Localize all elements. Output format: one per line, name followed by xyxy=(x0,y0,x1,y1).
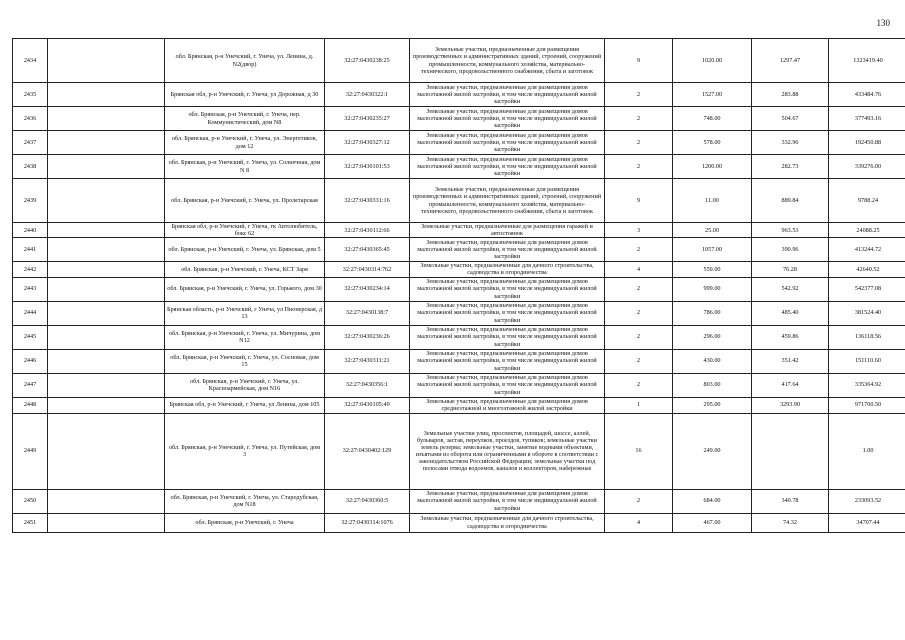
area-cell: 295.00 xyxy=(673,397,752,413)
unit-price-cell: 1297.47 xyxy=(752,39,829,83)
area-cell: 296.00 xyxy=(673,325,752,349)
table-row xyxy=(13,277,905,301)
cadastral-value-cell: 34707.44 xyxy=(829,513,905,532)
row-number-cell: 2439 xyxy=(13,179,48,223)
table-row xyxy=(13,413,905,489)
category-code-cell: 2 xyxy=(605,83,673,107)
table-row xyxy=(13,155,905,179)
category-code-cell: 2 xyxy=(605,155,673,179)
category-code-cell: 3 xyxy=(605,223,673,238)
area-cell: 430.00 xyxy=(673,349,752,373)
cadastral-number-cell: 32:27:0430360:5 xyxy=(325,489,410,513)
table-row xyxy=(13,39,905,83)
unit-price-cell: 283.88 xyxy=(752,83,829,107)
cadastral-value-cell: 151110.60 xyxy=(829,349,905,373)
row-number-cell: 2446 xyxy=(13,349,48,373)
unit-price-cell: 963.53 xyxy=(752,223,829,238)
cadastral-value-cell: 136118.56 xyxy=(829,325,905,349)
cadastral-number-cell: 32:27:0430327:12 xyxy=(325,131,410,155)
blank-cell xyxy=(48,107,165,131)
address-cell: обл. Брянская, р-н Унечский, г. Унеча, ул. Ленина, д. N2(двор) xyxy=(165,39,325,83)
cadastral-value-cell: 42640.52 xyxy=(829,262,905,277)
table-row xyxy=(13,107,905,131)
land-use-cell: Земельные участки улиц, проспектов, площадей, шоссе, аллей, бульваров, застав, переулков, проездов, тупиков; земельные участки земель резерва; земельные участки, занятые водными объектами, изъятыми из оборота или ограниченными в обороте в соответствии с законодательством Российской Федерации; земельные участки под полосами отвода водоемов, каналов и коллекторов, набережные xyxy=(410,413,605,489)
blank-cell xyxy=(48,131,165,155)
cadastral-value-cell: 24088.25 xyxy=(829,223,905,238)
address-cell: обл. Брянская, р-н Унечский, г. Унеча, ул. Стародубская, дом N18 xyxy=(165,489,325,513)
cadastral-number-cell: 32:27:0430138:7 xyxy=(325,301,410,325)
row-number-cell: 2445 xyxy=(13,325,48,349)
cadastral-number-cell: 32:27:0430311:21 xyxy=(325,349,410,373)
table-row xyxy=(13,349,905,373)
cadastral-number-cell: 32:27:0430314:762 xyxy=(325,262,410,277)
unit-price-cell: 542.92 xyxy=(752,277,829,301)
category-code-cell: 16 xyxy=(605,413,673,489)
area-cell: 25.00 xyxy=(673,223,752,238)
cadastral-number-cell: 32:27:0430236:26 xyxy=(325,325,410,349)
area-cell: 999.00 xyxy=(673,277,752,301)
category-code-cell: 2 xyxy=(605,489,673,513)
row-number-cell: 2438 xyxy=(13,155,48,179)
address-cell: обл. Брянская, р-н Унечский, г. Унеча, ул. Солнечная, дом N 8 xyxy=(165,155,325,179)
land-registry-table xyxy=(12,38,905,533)
unit-price-cell: 417.64 xyxy=(752,373,829,397)
unit-price-cell: 390.96 xyxy=(752,238,829,262)
cadastral-value-cell: 433484.76 xyxy=(829,83,905,107)
address-cell: обл. Брянская, р-н Унечский, г. Унеча, ул. Энергетиков, дом 12 xyxy=(165,131,325,155)
land-use-cell: Земельные участки, предназначенные для размещения домов малоэтажной жилой застройки, в том числе индивидуальной жилой застройки xyxy=(410,155,605,179)
address-cell: обл. Брянская, р-н Унечский, г. Унеча, ул. Красноармейская, дом N16 xyxy=(165,373,325,397)
cadastral-value-cell: 377493.16 xyxy=(829,107,905,131)
address-cell: обл. Брянская, р-н Унечский, г. Унеча, ул. Путейская, дом 3 xyxy=(165,413,325,489)
address-cell: обл. Брянская, р-н Унечский, г. Унеча, ул. Пролетарская xyxy=(165,179,325,223)
area-cell: 1527.00 xyxy=(673,83,752,107)
blank-cell xyxy=(48,223,165,238)
table-row xyxy=(13,397,905,413)
area-cell: 467.00 xyxy=(673,513,752,532)
blank-cell xyxy=(48,413,165,489)
row-number-cell: 2442 xyxy=(13,262,48,277)
address-cell: Брянская обл, р-н Унечский, г Унеча, ул Ленина, дом 105 xyxy=(165,397,325,413)
category-code-cell: 2 xyxy=(605,131,673,155)
category-code-cell: 2 xyxy=(605,373,673,397)
address-cell: Брянская обл, р-н Унечский, г. Унеча, ул Дорожная, д 30 xyxy=(165,83,325,107)
row-number-cell: 2443 xyxy=(13,277,48,301)
address-cell: обл. Брянская, р-н Унечский, г. Унеча xyxy=(165,513,325,532)
category-code-cell: 4 xyxy=(605,513,673,532)
cadastral-value-cell: 233093.52 xyxy=(829,489,905,513)
land-use-cell: Земельные участки, предназначенные для размещения гаражей и автостоянок xyxy=(410,223,605,238)
page-number: 130 xyxy=(876,18,890,28)
table-row xyxy=(13,513,905,532)
cadastral-number-cell: 32:27:0430112:66 xyxy=(325,223,410,238)
blank-cell xyxy=(48,277,165,301)
address-cell: обл. Брянская, р-н Унечский, г. Унеча, ул. Мичурина, дом N12 xyxy=(165,325,325,349)
land-use-cell: Земельные участки, предназначенные для дачного строительства, садоводства и огородничества xyxy=(410,513,605,532)
table-row xyxy=(13,489,905,513)
address-cell: обл. Брянская, р-н Унечский, г. Унеча, ул. Сосновая, дом 15 xyxy=(165,349,325,373)
land-use-cell: Земельные участки, предназначенные для размещения домов малоэтажной жилой застройки, в том числе индивидуальной жилой застройки xyxy=(410,83,605,107)
cadastral-value-cell: 1323419.40 xyxy=(829,39,905,83)
unit-price-cell: 459.86 xyxy=(752,325,829,349)
table-row xyxy=(13,262,905,277)
unit-price-cell: 889.84 xyxy=(752,179,829,223)
cadastral-value-cell: 339276.00 xyxy=(829,155,905,179)
cadastral-number-cell: 32:27:0430234:14 xyxy=(325,277,410,301)
area-cell: 1200.00 xyxy=(673,155,752,179)
area-cell: 249.00 xyxy=(673,413,752,489)
cadastral-value-cell: 192450.88 xyxy=(829,131,905,155)
category-code-cell: 2 xyxy=(605,238,673,262)
land-use-cell: Земельные участки, предназначенные для размещения домов малоэтажной жилой застройки, в том числе индивидуальной жилой застройки xyxy=(410,131,605,155)
address-cell: обл. Брянская, р-н Унечский, г. Унеча, ул. Брянская, дом 5 xyxy=(165,238,325,262)
land-use-cell: Земельные участки, предназначенные для размещения домов малоэтажной жилой застройки, в том числе индивидуальной жилой застройки xyxy=(410,238,605,262)
table-row xyxy=(13,325,905,349)
address-cell: Брянская обл, р-н Унечский, г Унеча, гк Автолюбитель, бокс 62 xyxy=(165,223,325,238)
row-number-cell: 2449 xyxy=(13,413,48,489)
category-code-cell: 4 xyxy=(605,262,673,277)
area-cell: 1020.00 xyxy=(673,39,752,83)
address-cell: Брянская область, р-н Унечский, г Унеча, ул Пионерская, д 13 xyxy=(165,301,325,325)
cadastral-value-cell: 335364.92 xyxy=(829,373,905,397)
blank-cell xyxy=(48,325,165,349)
unit-price-cell: 340.78 xyxy=(752,489,829,513)
blank-cell xyxy=(48,397,165,413)
blank-cell xyxy=(48,489,165,513)
category-code-cell: 2 xyxy=(605,277,673,301)
blank-cell xyxy=(48,238,165,262)
cadastral-number-cell: 32:27:0430314:1076 xyxy=(325,513,410,532)
land-use-cell: Земельные участки, предназначенные для размещения домов малоэтажной жилой застройки, в том числе индивидуальной жилой застройки xyxy=(410,373,605,397)
area-cell: 803.00 xyxy=(673,373,752,397)
cadastral-number-cell: 32:27:0430238:25 xyxy=(325,39,410,83)
cadastral-number-cell: 32:27:0430235:27 xyxy=(325,107,410,131)
blank-cell xyxy=(48,179,165,223)
address-cell: обл. Брянская, р-н Унечский, г. Унеча, ул. Горького, дом 30 xyxy=(165,277,325,301)
blank-cell xyxy=(48,155,165,179)
area-cell: 748.00 xyxy=(673,107,752,131)
blank-cell xyxy=(48,39,165,83)
row-number-cell: 2444 xyxy=(13,301,48,325)
table-row xyxy=(13,83,905,107)
table-row xyxy=(13,238,905,262)
land-use-cell: Земельные участки, предназначенные для размещения домов малоэтажной жилой застройки, в том числе индивидуальной жилой застройки xyxy=(410,489,605,513)
table-body xyxy=(13,39,905,533)
unit-price-cell: 74.32 xyxy=(752,513,829,532)
cadastral-number-cell: 32:27:0430356:1 xyxy=(325,373,410,397)
category-code-cell: 1 xyxy=(605,397,673,413)
land-use-cell: Земельные участки, предназначенные для размещения домов малоэтажной жилой застройки, в том числе индивидуальной жилой застройки xyxy=(410,107,605,131)
cadastral-number-cell: 32:27:0430101:53 xyxy=(325,155,410,179)
category-code-cell: 2 xyxy=(605,349,673,373)
unit-price-cell: 282.73 xyxy=(752,155,829,179)
blank-cell xyxy=(48,349,165,373)
row-number-cell: 2450 xyxy=(13,489,48,513)
cadastral-number-cell: 32:27:0430331:16 xyxy=(325,179,410,223)
blank-cell xyxy=(48,262,165,277)
table-row xyxy=(13,223,905,238)
blank-cell xyxy=(48,83,165,107)
area-cell: 786.00 xyxy=(673,301,752,325)
table-row xyxy=(13,131,905,155)
blank-cell xyxy=(48,373,165,397)
blank-cell xyxy=(48,301,165,325)
table-row xyxy=(13,373,905,397)
land-use-cell: Земельные участки, предназначенные для размещения производственных и административных зданий, строений, сооружений промышленности, коммунального хозяйства, материально-технического, продовольственного снабжения, сбыта и заготовок xyxy=(410,39,605,83)
unit-price-cell xyxy=(752,413,829,489)
land-use-cell: Земельные участки, предназначенные для размещения домов малоэтажной жилой застройки, в том числе индивидуальной жилой застройки xyxy=(410,349,605,373)
cadastral-number-cell: 32:27:0430365:45 xyxy=(325,238,410,262)
land-use-cell: Земельные участки, предназначенные для дачного строительства, садоводства и огородничества xyxy=(410,262,605,277)
cadastral-number-cell: 32:27:0430105:49 xyxy=(325,397,410,413)
row-number-cell: 2437 xyxy=(13,131,48,155)
area-cell: 684.00 xyxy=(673,489,752,513)
unit-price-cell: 485.40 xyxy=(752,301,829,325)
category-code-cell: 2 xyxy=(605,325,673,349)
unit-price-cell: 3293.90 xyxy=(752,397,829,413)
category-code-cell: 9 xyxy=(605,39,673,83)
address-cell: обл. Брянская, р-н Унечский, г. Унеча, КСТ Заря xyxy=(165,262,325,277)
cadastral-value-cell: 971700.50 xyxy=(829,397,905,413)
table-row xyxy=(13,301,905,325)
row-number-cell: 2435 xyxy=(13,83,48,107)
area-cell: 1057.00 xyxy=(673,238,752,262)
category-code-cell: 2 xyxy=(605,301,673,325)
blank-cell xyxy=(48,513,165,532)
area-cell: 11.00 xyxy=(673,179,752,223)
row-number-cell: 2440 xyxy=(13,223,48,238)
table-row xyxy=(13,179,905,223)
row-number-cell: 2451 xyxy=(13,513,48,532)
land-use-cell: Земельные участки, предназначенные для размещения домов малоэтажной жилой застройки, в том числе индивидуальной жилой застройки xyxy=(410,301,605,325)
land-use-cell: Земельные участки, предназначенные для размещения домов малоэтажной жилой застройки, в том числе индивидуальной жилой застройки xyxy=(410,277,605,301)
row-number-cell: 2447 xyxy=(13,373,48,397)
row-number-cell: 2434 xyxy=(13,39,48,83)
cadastral-value-cell: 381524.40 xyxy=(829,301,905,325)
category-code-cell: 2 xyxy=(605,107,673,131)
row-number-cell: 2436 xyxy=(13,107,48,131)
land-use-cell: Земельные участки, предназначенные для размещения домов малоэтажной жилой застройки, в том числе индивидуальной жилой застройки xyxy=(410,325,605,349)
land-use-cell: Земельные участки, предназначенные для размещения производственных и административных зданий, строений, сооружений промышленности, коммунального хозяйства, материально-технического, продовольственного снабжения, сбыта и заготовок xyxy=(410,179,605,223)
row-number-cell: 2448 xyxy=(13,397,48,413)
unit-price-cell: 332.96 xyxy=(752,131,829,155)
cadastral-number-cell: 32:27:0430402:129 xyxy=(325,413,410,489)
cadastral-value-cell: 1.00 xyxy=(829,413,905,489)
land-use-cell: Земельные участки, предназначенные для размещения домов среднеэтажной и многоэтажной жилой застройки xyxy=(410,397,605,413)
row-number-cell: 2441 xyxy=(13,238,48,262)
address-cell: обл. Брянская, р-н Унечский, г. Унеча, пер. Коммунистический, дом N8 xyxy=(165,107,325,131)
cadastral-number-cell: 32:27:0430322:1 xyxy=(325,83,410,107)
area-cell: 578.00 xyxy=(673,131,752,155)
cadastral-value-cell: 542377.08 xyxy=(829,277,905,301)
cadastral-value-cell: 9788.24 xyxy=(829,179,905,223)
area-cell: 559.00 xyxy=(673,262,752,277)
unit-price-cell: 351.42 xyxy=(752,349,829,373)
cadastral-value-cell: 413244.72 xyxy=(829,238,905,262)
unit-price-cell: 76.28 xyxy=(752,262,829,277)
unit-price-cell: 504.67 xyxy=(752,107,829,131)
category-code-cell: 9 xyxy=(605,179,673,223)
